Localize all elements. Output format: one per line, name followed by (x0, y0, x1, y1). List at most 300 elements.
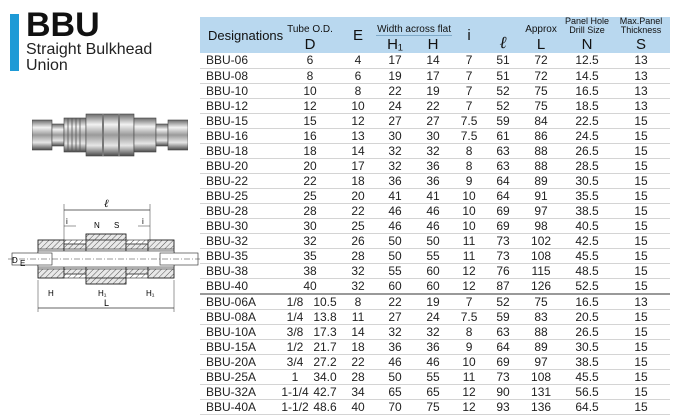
cell-i: 10 (452, 218, 486, 233)
table-row (200, 188, 670, 203)
cell-h1: 36 (376, 173, 414, 188)
cell-h: 36 (414, 339, 452, 354)
cell-l: 108 (520, 248, 562, 263)
cell-s: 15 (612, 384, 670, 399)
cell-tube-od: 38 (280, 263, 340, 278)
cell-h: 46 (414, 218, 452, 233)
cell-e: 6 (340, 68, 376, 83)
cell-i: 10 (452, 188, 486, 203)
header-s: S (612, 35, 670, 53)
cell-e: 11 (340, 309, 376, 324)
cell-l: 72 (520, 68, 562, 83)
cell-n: 45.5 (562, 248, 612, 263)
cell-l-italic: 63 (486, 324, 520, 339)
cell-s: 15 (612, 278, 670, 294)
cell-i: 7 (452, 68, 486, 83)
cell-l: 115 (520, 263, 562, 278)
hex-upper-hatch (86, 234, 126, 240)
cell-n: 22.5 (562, 113, 612, 128)
cell-designation: BBU-32 (200, 233, 280, 248)
cell-tube-od-inch: 1/4 (280, 309, 310, 324)
cell-h1: 70 (376, 399, 414, 414)
cell-n: 18.5 (562, 98, 612, 113)
label-d: D (12, 256, 18, 265)
cell-l-italic: 61 (486, 128, 520, 143)
cell-h1: 17 (376, 53, 414, 68)
cell-tube-od: 18 (280, 143, 340, 158)
technical-drawing (6, 198, 202, 320)
spec-table (200, 17, 670, 415)
cell-s: 15 (612, 263, 670, 278)
cell-i: 7.5 (452, 113, 486, 128)
cell-h: 24 (414, 309, 452, 324)
cell-tube-od: 28 (280, 203, 340, 218)
cell-e: 40 (340, 399, 376, 414)
cell-designation: BBU-25A (200, 369, 280, 384)
cell-designation: BBU-40A (200, 399, 280, 414)
cell-l: 91 (520, 188, 562, 203)
cell-h1: 22 (376, 83, 414, 98)
cell-designation: BBU-15 (200, 113, 280, 128)
cell-s: 15 (612, 218, 670, 233)
table-row (200, 233, 670, 248)
header-n: N (562, 35, 612, 53)
cell-n: 26.5 (562, 143, 612, 158)
table-row (200, 278, 670, 294)
cell-s: 15 (612, 248, 670, 263)
cell-tube-od: 15 (280, 113, 340, 128)
spec-table-body (200, 53, 670, 414)
cell-e: 18 (340, 173, 376, 188)
header-max-panel-line2: Thickness (620, 25, 662, 35)
cell-designation: BBU-15A (200, 339, 280, 354)
cell-designation: BBU-30 (200, 218, 280, 233)
header-l: L (520, 35, 562, 53)
cell-s: 15 (612, 203, 670, 218)
cell-tube-od: 8 (280, 68, 340, 83)
cell-l: 98 (520, 218, 562, 233)
cell-i: 8 (452, 143, 486, 158)
cell-l: 136 (520, 399, 562, 414)
photo-right-thread (134, 118, 156, 152)
cell-designation: BBU-20 (200, 158, 280, 173)
cell-e: 8 (340, 83, 376, 98)
header-width-across-flat: Width across flat (376, 17, 452, 35)
cell-tube-od: 25 (280, 188, 340, 203)
product-name (26, 42, 152, 74)
cell-l-italic: 69 (486, 218, 520, 233)
cell-h: 32 (414, 143, 452, 158)
cell-h1: 50 (376, 248, 414, 263)
cell-e: 12 (340, 113, 376, 128)
title-accent-bar (10, 14, 19, 71)
photo-hex-edge (118, 114, 120, 156)
cell-l: 75 (520, 83, 562, 98)
cell-h: 55 (414, 369, 452, 384)
cell-h1: 50 (376, 369, 414, 384)
cell-i: 7 (452, 53, 486, 68)
cell-e: 8 (340, 294, 376, 310)
label-i-left: i (66, 217, 68, 226)
table-row (200, 248, 670, 263)
cell-l-italic: 93 (486, 399, 520, 414)
cell-h1: 22 (376, 294, 414, 310)
table-row (200, 83, 670, 98)
cell-s: 13 (612, 53, 670, 68)
label-h1-right: H₁ (146, 289, 155, 298)
cell-s: 15 (612, 113, 670, 128)
cell-h: 19 (414, 294, 452, 310)
cell-h: 55 (414, 248, 452, 263)
cell-e: 32 (340, 278, 376, 294)
cell-i: 12 (452, 278, 486, 294)
table-row (200, 294, 670, 310)
upper-section-hatch (38, 240, 174, 249)
cell-n: 38.5 (562, 203, 612, 218)
cell-h: 30 (414, 128, 452, 143)
photo-left-thread (64, 118, 86, 152)
cell-i: 7 (452, 83, 486, 98)
cell-e: 32 (340, 263, 376, 278)
header-d: D (280, 35, 340, 53)
cell-e: 10 (340, 98, 376, 113)
table-row (200, 203, 670, 218)
table-row (200, 399, 670, 414)
cell-h: 17 (414, 68, 452, 83)
cell-l-italic: 90 (486, 384, 520, 399)
cell-tube-od: 20 (280, 158, 340, 173)
cell-designation: BBU-06A (200, 294, 280, 310)
cell-l-italic: 76 (486, 263, 520, 278)
cell-h1: 55 (376, 263, 414, 278)
cell-l-italic: 64 (486, 339, 520, 354)
cell-h1: 46 (376, 203, 414, 218)
cell-tube-od: 12 (280, 98, 340, 113)
cell-designation: BBU-35 (200, 248, 280, 263)
cell-h: 46 (414, 354, 452, 369)
cell-l: 72 (520, 53, 562, 68)
spec-table-wrapper (200, 17, 670, 415)
cell-tube-od-inch: 1/8 (280, 294, 310, 310)
cell-n: 26.5 (562, 324, 612, 339)
cell-l-italic: 59 (486, 113, 520, 128)
hex-lower-hatch (86, 278, 126, 284)
header-panel-hole-line2: Drill Size (569, 25, 605, 35)
header-h: H (414, 35, 452, 53)
cell-n: 42.5 (562, 233, 612, 248)
label-i-right: i (142, 217, 144, 226)
cell-l-italic: 69 (486, 354, 520, 369)
header-e: E (340, 17, 376, 53)
cell-l: 84 (520, 113, 562, 128)
cell-h: 75 (414, 399, 452, 414)
cell-tube-od-inch: 1-1/4 (281, 384, 309, 399)
cell-h1: 46 (376, 218, 414, 233)
label-h: H (48, 289, 54, 298)
cell-tube-od-mm: 34.0 (310, 369, 340, 384)
cell-e: 28 (340, 248, 376, 263)
cell-h1: 27 (376, 113, 414, 128)
cell-s: 15 (612, 233, 670, 248)
photo-hex-edge (102, 114, 104, 156)
cell-l-italic: 73 (486, 248, 520, 263)
cell-h: 50 (414, 233, 452, 248)
cell-l: 86 (520, 128, 562, 143)
label-big-l: L (104, 298, 110, 308)
header-max-panel (612, 17, 670, 35)
cell-tube-od-mm: 13.8 (310, 309, 340, 324)
cell-e: 13 (340, 128, 376, 143)
cell-i: 9 (452, 339, 486, 354)
cell-h1: 60 (376, 278, 414, 294)
cell-tube-od-inch: 1 (280, 369, 310, 384)
cell-l-italic: 63 (486, 143, 520, 158)
label-l-italic: ℓ (104, 198, 109, 210)
label-s: S (114, 221, 120, 230)
cell-h: 41 (414, 188, 452, 203)
cell-e: 26 (340, 233, 376, 248)
lower-section-hatch (38, 269, 174, 278)
cell-l-italic: 73 (486, 233, 520, 248)
cell-e: 22 (340, 354, 376, 369)
cell-h1: 32 (376, 143, 414, 158)
cell-e: 20 (340, 188, 376, 203)
table-row (200, 218, 670, 233)
table-row (200, 354, 670, 369)
cell-tube-od-inch: 3/4 (280, 354, 310, 369)
cell-tube-od-mm: 17.3 (310, 324, 340, 339)
cell-designation: BBU-38 (200, 263, 280, 278)
table-row (200, 68, 670, 83)
product-name-line2: Union (26, 57, 68, 74)
cell-n: 16.5 (562, 83, 612, 98)
cell-designation: BBU-28 (200, 203, 280, 218)
cell-n: 20.5 (562, 309, 612, 324)
cell-e: 18 (340, 339, 376, 354)
cell-tube-od: 35 (280, 248, 340, 263)
photo-left-nut (32, 120, 52, 150)
cell-designation: BBU-18 (200, 143, 280, 158)
cell-l-italic: 51 (486, 68, 520, 83)
cell-designation: BBU-22 (200, 173, 280, 188)
cell-h1: 30 (376, 128, 414, 143)
cell-n: 30.5 (562, 173, 612, 188)
cell-l: 75 (520, 98, 562, 113)
cell-tube-od: 16 (280, 128, 340, 143)
cell-l: 88 (520, 158, 562, 173)
cell-h1: 19 (376, 68, 414, 83)
cell-i: 9 (452, 173, 486, 188)
cell-h1: 41 (376, 188, 414, 203)
cell-designation: BBU-12 (200, 98, 280, 113)
cell-h: 22 (414, 98, 452, 113)
cell-l: 88 (520, 324, 562, 339)
cell-i: 7.5 (452, 309, 486, 324)
cell-l-italic: 64 (486, 173, 520, 188)
cell-h1: 32 (376, 158, 414, 173)
cell-s: 15 (612, 173, 670, 188)
cell-l: 97 (520, 354, 562, 369)
cell-h1: 65 (376, 384, 414, 399)
cell-n: 64.5 (562, 399, 612, 414)
cell-tube-od-mm: 48.6 (310, 399, 340, 414)
photo-right-ferrule (156, 124, 168, 146)
cell-designation: BBU-25 (200, 188, 280, 203)
table-row (200, 339, 670, 354)
table-row (200, 158, 670, 173)
cell-l-italic: 51 (486, 53, 520, 68)
cell-h1: 36 (376, 339, 414, 354)
cell-l-italic: 63 (486, 158, 520, 173)
cell-tube-od: 22 (280, 173, 340, 188)
cell-e: 17 (340, 158, 376, 173)
cell-designation: BBU-40 (200, 278, 280, 294)
table-row (200, 173, 670, 188)
cell-tube-od-mm: 21.7 (310, 339, 340, 354)
cell-h: 60 (414, 278, 452, 294)
cell-tube-od-inch: 3/8 (280, 324, 310, 339)
cell-tube-od-mm: 42.7 (310, 384, 340, 399)
cell-l-italic: 59 (486, 309, 520, 324)
cell-i: 8 (452, 158, 486, 173)
cell-designation: BBU-08A (200, 309, 280, 324)
cell-e: 14 (340, 143, 376, 158)
cell-i: 7 (452, 98, 486, 113)
cell-n: 35.5 (562, 188, 612, 203)
cell-l-italic: 64 (486, 188, 520, 203)
cell-n: 40.5 (562, 218, 612, 233)
cell-i: 12 (452, 263, 486, 278)
cell-tube-od: 30 (280, 218, 340, 233)
cell-n: 24.5 (562, 128, 612, 143)
table-row (200, 143, 670, 158)
cell-l-italic: 52 (486, 98, 520, 113)
cell-designation: BBU-32A (200, 384, 280, 399)
header-h1: H₁ (376, 35, 414, 53)
cell-h: 65 (414, 384, 452, 399)
cell-s: 15 (612, 369, 670, 384)
table-row (200, 384, 670, 399)
cell-e: 14 (340, 324, 376, 339)
header-i: i (452, 17, 486, 53)
cell-s: 13 (612, 83, 670, 98)
cell-i: 11 (452, 248, 486, 263)
cell-n: 16.5 (562, 294, 612, 310)
cell-designation: BBU-06 (200, 53, 280, 68)
cell-n: 30.5 (562, 339, 612, 354)
header-tube-od: Tube O.D. (280, 17, 340, 35)
header-row-1 (200, 17, 670, 35)
cell-designation: BBU-20A (200, 354, 280, 369)
table-row (200, 113, 670, 128)
table-row (200, 263, 670, 278)
cell-h: 32 (414, 324, 452, 339)
cell-l-italic: 52 (486, 294, 520, 310)
cell-n: 45.5 (562, 369, 612, 384)
cell-h1: 50 (376, 233, 414, 248)
cell-n: 56.5 (562, 384, 612, 399)
cell-s: 13 (612, 98, 670, 113)
cell-s: 15 (612, 128, 670, 143)
table-row (200, 128, 670, 143)
cell-l: 131 (520, 384, 562, 399)
cell-h: 60 (414, 263, 452, 278)
cell-s: 13 (612, 68, 670, 83)
cell-n: 14.5 (562, 68, 612, 83)
cell-s: 15 (612, 143, 670, 158)
table-row (200, 53, 670, 68)
cell-h1: 46 (376, 354, 414, 369)
header-designations: Designations (200, 17, 280, 53)
cell-n: 12.5 (562, 53, 612, 68)
cell-h: 14 (414, 53, 452, 68)
cell-l: 97 (520, 203, 562, 218)
cell-l: 89 (520, 339, 562, 354)
cell-l: 83 (520, 309, 562, 324)
cell-h: 19 (414, 83, 452, 98)
photo-right-nut (168, 120, 188, 150)
cell-tube-od-inch: 1/2 (280, 339, 310, 354)
cell-tube-od: 32 (280, 233, 340, 248)
cell-i: 10 (452, 354, 486, 369)
photo-left-ferrule (52, 124, 64, 146)
photo-center-hex (86, 114, 134, 156)
cell-i: 10 (452, 203, 486, 218)
cell-s: 15 (612, 158, 670, 173)
fitting-photo (32, 112, 188, 158)
cell-s: 15 (612, 399, 670, 414)
cell-designation: BBU-10 (200, 83, 280, 98)
cell-designation: BBU-10A (200, 324, 280, 339)
cell-l: 75 (520, 294, 562, 310)
cell-h1: 24 (376, 98, 414, 113)
cell-n: 52.5 (562, 278, 612, 294)
cell-l-italic: 87 (486, 278, 520, 294)
cell-tube-od-mm: 10.5 (310, 294, 340, 310)
cell-i: 12 (452, 399, 486, 414)
cell-s: 15 (612, 188, 670, 203)
cell-h1: 27 (376, 309, 414, 324)
cell-l: 108 (520, 369, 562, 384)
table-row (200, 98, 670, 113)
cell-tube-od: 40 (280, 278, 340, 294)
cell-l-italic: 73 (486, 369, 520, 384)
cell-tube-od: 6 (280, 53, 340, 68)
cell-h: 27 (414, 113, 452, 128)
cell-i: 11 (452, 233, 486, 248)
cell-n: 38.5 (562, 354, 612, 369)
header-panel-hole (562, 17, 612, 35)
cell-n: 48.5 (562, 263, 612, 278)
cell-h: 46 (414, 203, 452, 218)
cell-h: 36 (414, 158, 452, 173)
header-l-italic: ℓ (486, 17, 520, 53)
cell-l: 102 (520, 233, 562, 248)
product-code: BBU (26, 6, 100, 44)
cell-s: 13 (612, 294, 670, 310)
cell-e: 34 (340, 384, 376, 399)
cell-n: 28.5 (562, 158, 612, 173)
cell-s: 15 (612, 339, 670, 354)
cell-tube-od-inch: 1-1/2 (281, 399, 309, 414)
cell-l: 126 (520, 278, 562, 294)
cell-tube-od: 10 (280, 83, 340, 98)
cell-l: 89 (520, 173, 562, 188)
cell-l: 88 (520, 143, 562, 158)
table-row (200, 369, 670, 384)
cell-designation: BBU-08 (200, 68, 280, 83)
cell-s: 15 (612, 354, 670, 369)
